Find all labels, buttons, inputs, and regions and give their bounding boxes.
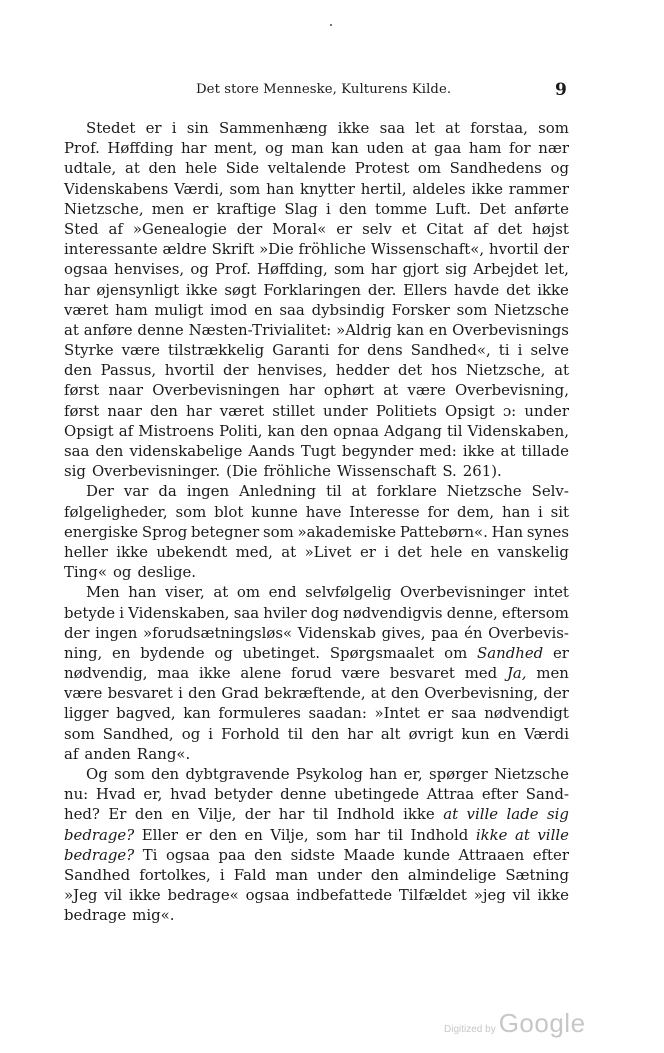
google-logo: Google	[498, 1008, 586, 1038]
body-text	[64, 118, 569, 926]
text-line: været ham muligt imod en saa dybsindig Forsker som Nietzsche	[64, 300, 569, 319]
text-line: bedrage mig«.	[64, 906, 175, 925]
text-line: betyde i Videnskaben, saa hviler dog nødvendigvis denne, eftersom	[64, 603, 569, 622]
text-line: Stedet er i sin Sammenhæng ikke saa let at forstaa, som	[86, 119, 569, 137]
text-line: Styrke være tilstrækkelig Garanti for dens Sandhed«, ti i selve	[64, 341, 569, 360]
text-line: ogsaa henvises, og Prof. Høffding, som har gjort sig Arbejdet let,	[64, 260, 569, 279]
running-title: Det store Menneske, Kulturens Kilde.	[196, 82, 452, 97]
text-line: følgeligheder, som blot kunne have Interesse for dem, han i sit	[64, 502, 569, 521]
text-line: Nietzsche, men er kraftige Slag i den tomme Luft. Det anførte	[64, 199, 569, 218]
page-number: 9	[555, 80, 567, 100]
text-line: Og som den dybtgravende Psykolog han er, spørger Nietzsche	[86, 765, 569, 783]
text-line: har øjensynligt ikke søgt Forklaringen der. Ellers havde det ikke	[64, 280, 569, 299]
text-line: nu: Hvad er, hvad betyder denne ubetingede Attraa efter Sand-	[64, 785, 569, 804]
scan-speck	[330, 24, 332, 26]
text-line: »Jeg vil ikke bedrage« ogsaa indbefattede Tilfældet »jeg vil ikke	[64, 886, 569, 905]
text-line: Sted af »Genealogie der Moral« er selv et Citat af det højst	[64, 219, 569, 238]
text-line: at anføre denne Næsten-Trivialitet: »Aldrig kan en Overbevisnings	[64, 320, 569, 339]
text-line: af anden Rang«.	[64, 744, 191, 763]
text-line: bedrage? Eller er den en Vilje, som har til Indhold ikke at ville	[64, 825, 569, 844]
text-line: Sandhed fortolkes, i Fald man under den almindelige Sætning	[64, 865, 569, 884]
text-line: være besvaret i den Grad bekræftende, at den Overbevisning, der	[64, 684, 569, 703]
text-line: Men han viser, at om end selvfølgelig Overbevisninger intet	[86, 583, 569, 602]
text-line: Der var da ingen Anledning til at forklare Nietzsche Selv-	[86, 482, 569, 501]
text-line: saa den videnskabelige Aands Tugt begynder med: ikke at tillade	[64, 442, 569, 460]
text-line: der ingen »forudsætningsløs« Videnskab gives, paa én Overbevis-	[64, 623, 569, 642]
text-line: hed? Er den en Vilje, der har til Indhold ikke at ville lade sig	[64, 805, 569, 824]
text-line: energiske Sprog betegner som »akademiske Pattebørn«. Han synes	[64, 522, 569, 541]
text-line: interessante ældre Skrift »Die fröhliche Wissenschaft«, hvortil der	[64, 240, 569, 259]
text-line: først naar den har været stillet under Politiets Opsigt ɔ: under	[64, 401, 569, 420]
text-line: bedrage? Ti ogsaa paa den sidste Maade kunde Attraaen efter	[64, 845, 569, 864]
text-line: heller ikke ubekendt med, at »Livet er i det hele en vanskelig	[64, 542, 569, 561]
text-line: den Passus, hvortil der henvises, hedder det hos Nietzsche, at	[64, 361, 569, 380]
text-line: ning, en bydende og ubetinget. Spørgsmaalet om Sandhed er	[64, 643, 569, 662]
digitized-by-watermark	[444, 1008, 586, 1039]
text-line: Ting« og deslige.	[64, 563, 197, 582]
text-line: udtale, at den hele Side veltalende Protest om Sandhedens og	[64, 159, 569, 178]
text-line: som Sandhed, og i Forhold til den har alt øvrigt kun en Værdi	[64, 724, 569, 743]
text-line: Prof. Høffding har ment, og man kan uden at gaa ham for nær	[64, 139, 569, 158]
text-line: først naar Overbevisningen har ophørt at være Overbevisning,	[64, 381, 569, 400]
text-line: Videnskabens Værdi, som han knytter hertil, aldeles ikke rammer	[64, 179, 569, 198]
text-line: sig Overbevisninger. (Die fröhliche Wissenschaft S. 261).	[64, 462, 502, 481]
text-line: nødvendig, maa ikke alene forud være besvaret med Ja, men	[64, 664, 569, 683]
text-line: ligger bagved, kan formuleres saadan: »Intet er saa nødvendigt	[64, 704, 569, 723]
text-line: Opsigt af Mistroens Politi, kan den opnaa Adgang til Videnskaben,	[64, 421, 569, 440]
digitized-by-label: Digitized by	[444, 1024, 496, 1035]
page-header	[0, 82, 664, 104]
